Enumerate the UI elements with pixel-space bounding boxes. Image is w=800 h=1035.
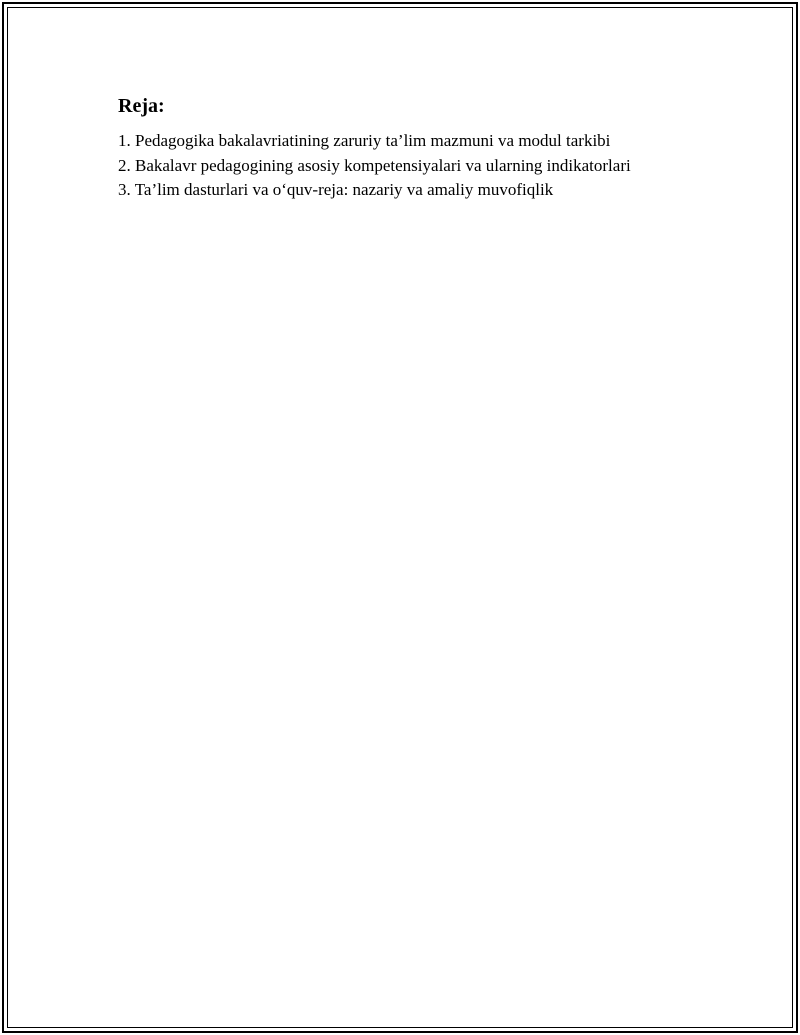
plan-item-text: Ta’lim dasturlari va o‘quv-reja: nazariy va amaliy muvofiqlik	[134, 180, 554, 199]
plan-item-text: Pedagogika bakalavriatining zaruriy ta’lim mazmuni va modul tarkibi	[135, 131, 611, 150]
plan-item-number: 3.	[118, 180, 131, 199]
plan-item	[118, 154, 738, 179]
plan-item-number: 2.	[118, 155, 131, 175]
plan-title: Reja:	[118, 95, 165, 117]
plan-list	[118, 129, 738, 203]
plan-item-number: 1.	[118, 131, 131, 150]
plan-item	[118, 129, 738, 154]
document-content	[118, 93, 738, 203]
plan-item	[118, 178, 738, 203]
plan-item-text: Bakalavr pedagogining asosiy kompetensiyalari va ularning indikatorlari	[135, 155, 631, 175]
